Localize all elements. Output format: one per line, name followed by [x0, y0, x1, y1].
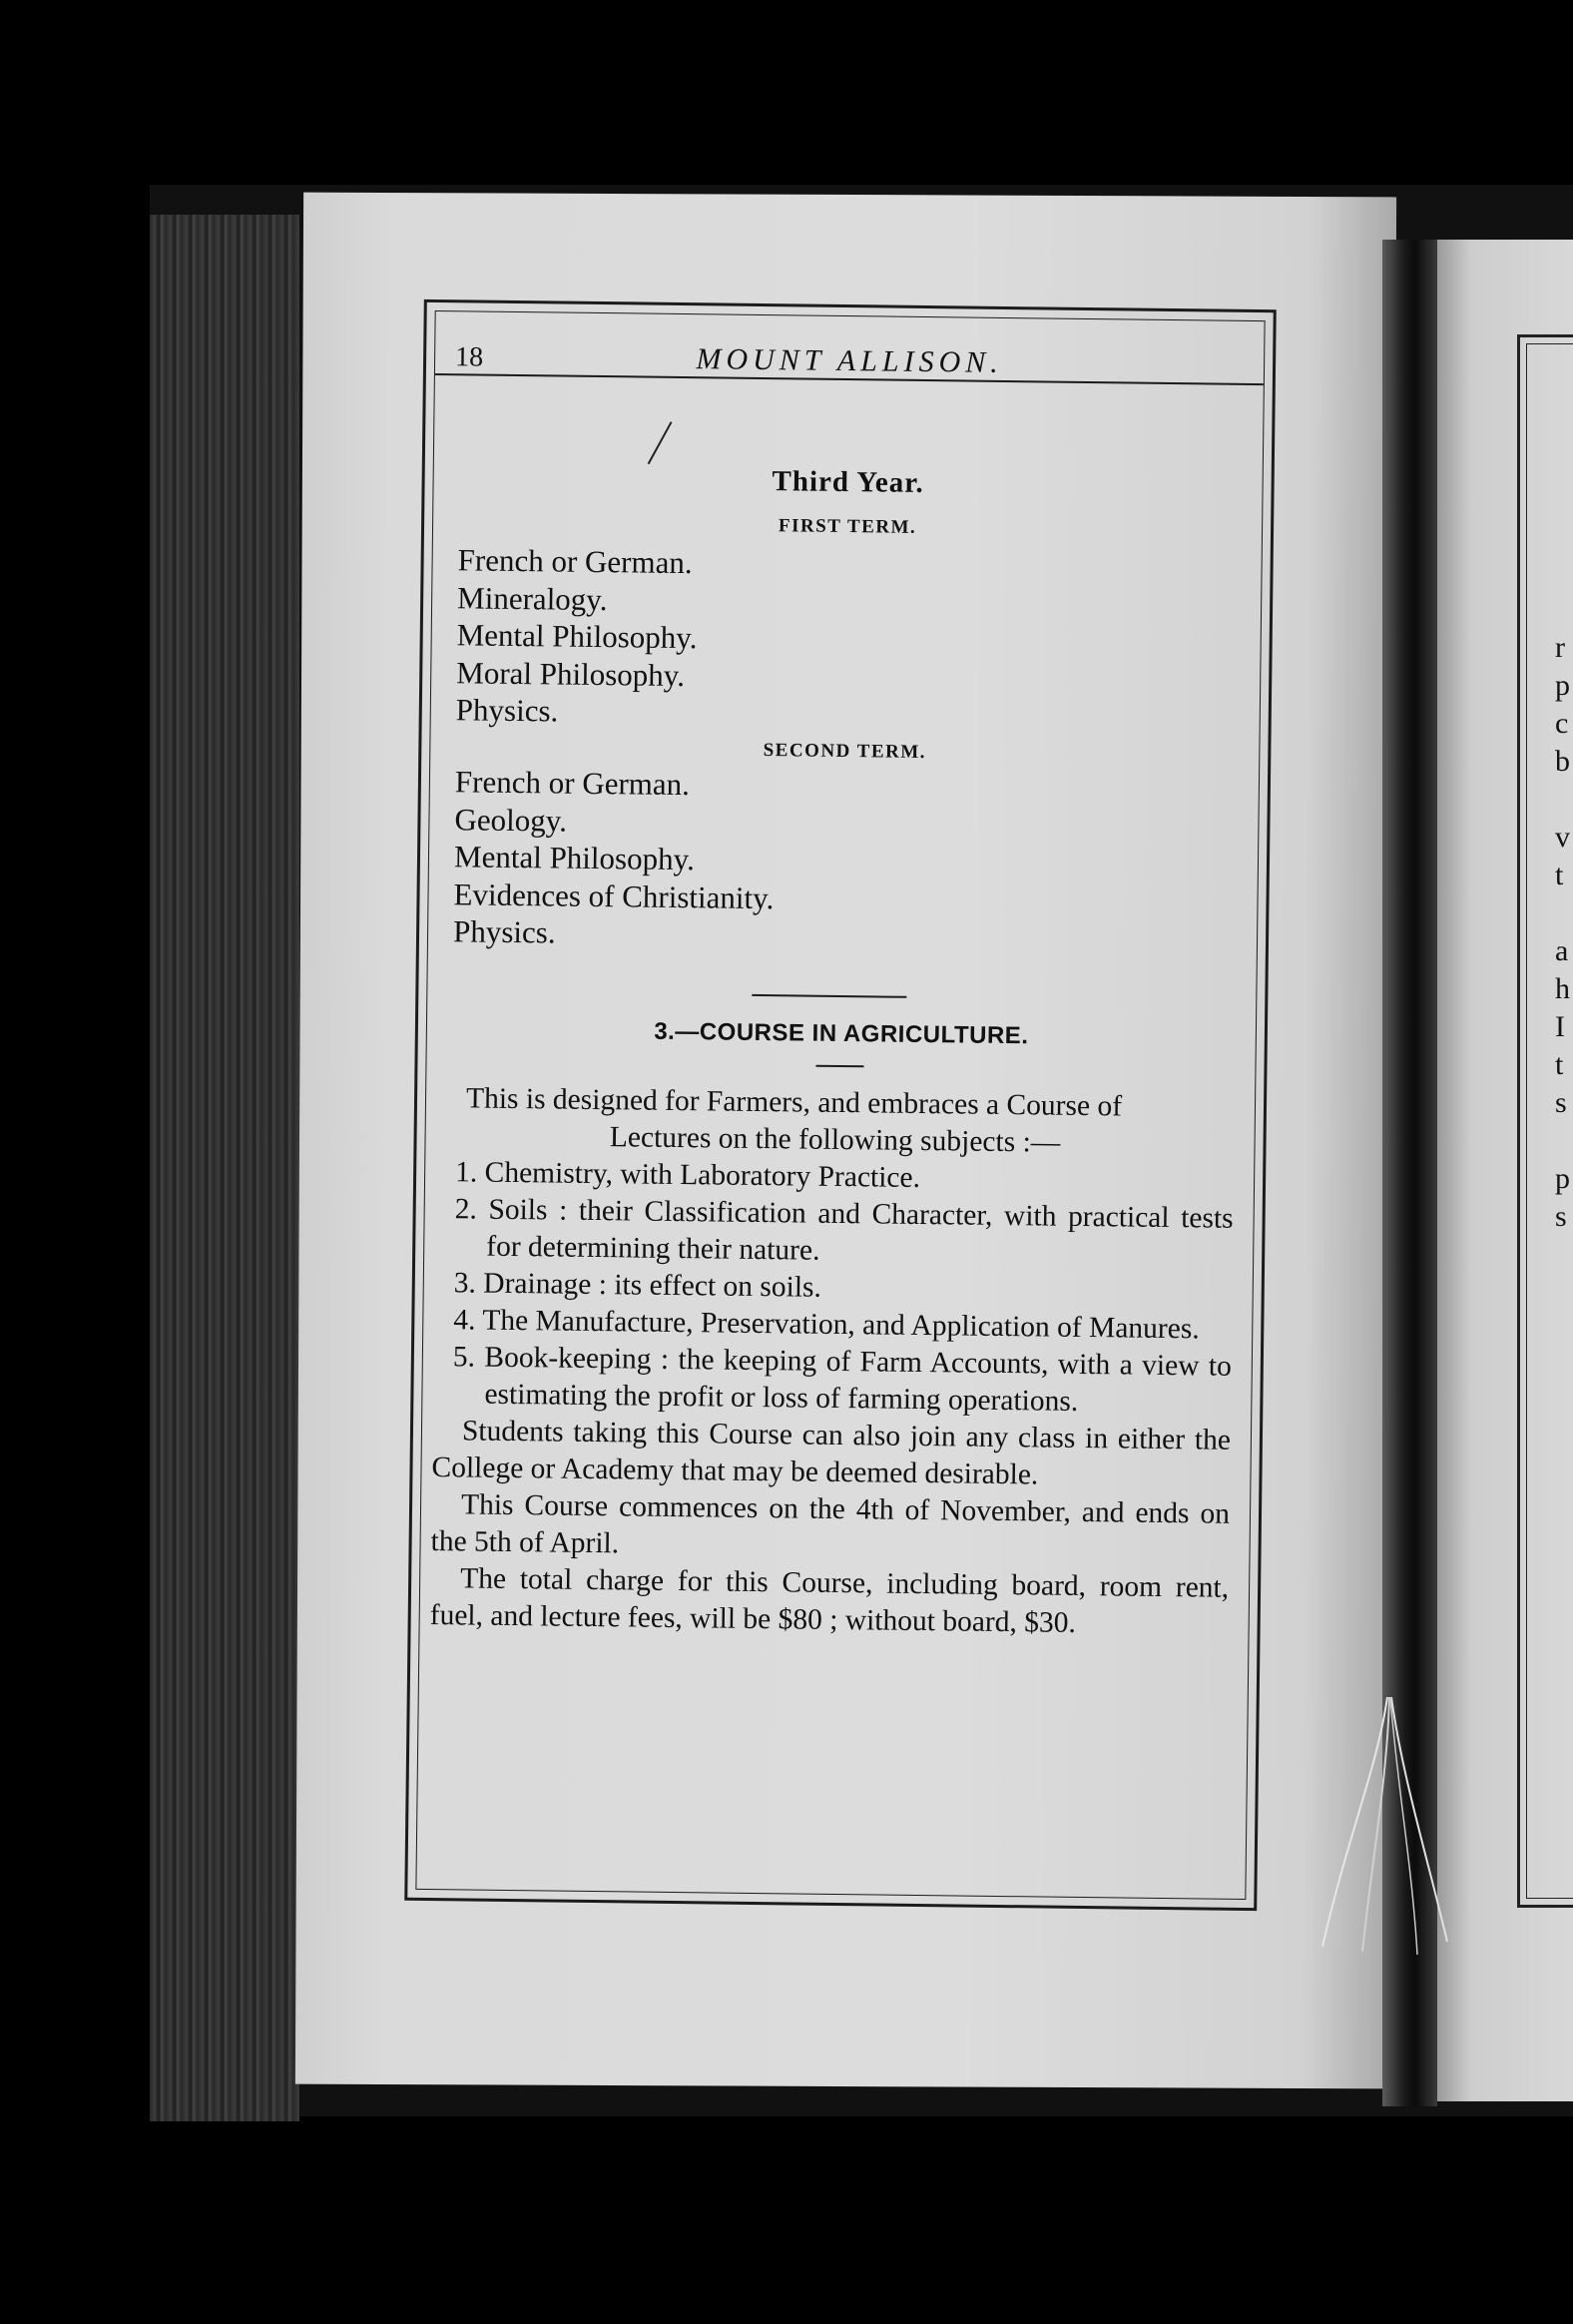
subject-item: Physics. — [455, 692, 559, 729]
subject-item: Mental Philosophy. — [456, 617, 698, 656]
facing-page-letter — [1555, 1122, 1573, 1160]
first-term-heading: FIRST TERM. — [778, 515, 917, 538]
third-year-heading: Third Year. — [772, 465, 924, 499]
facing-page-letter — [1555, 781, 1573, 819]
running-head: MOUNT ALLISON. — [696, 342, 1003, 379]
body-paragraph: Students taking this Course can also join any class in either the College or Academy that may be deemed desirable. — [431, 1415, 1232, 1491]
facing-page-letter — [1555, 894, 1573, 932]
subject-item: Mental Philosophy. — [453, 839, 696, 877]
subject-item: French or German. — [457, 542, 693, 581]
facing-page-letter: p — [1555, 1162, 1570, 1195]
facing-page-letter: t — [1555, 859, 1564, 891]
facing-page-fragments — [1555, 629, 1573, 1236]
section-divider — [752, 994, 906, 998]
agriculture-heading: 3.—COURSE IN AGRICULTURE. — [654, 1017, 1029, 1050]
list-item: 5. Book-keeping : the keeping of Farm Accounts, with a view to estimating the profit or loss of farming operations. — [452, 1341, 1233, 1418]
page-content — [416, 311, 1264, 1899]
list-item: 2. Soils : their Classification and Character, with practical tests for determining their nature. — [454, 1193, 1234, 1267]
subject-item: Evidences of Christianity. — [453, 875, 775, 915]
facing-page-letter: h — [1555, 972, 1570, 1005]
title-rule — [815, 1065, 863, 1068]
facing-page-letter: I — [1555, 1010, 1565, 1043]
facing-page-letter: b — [1555, 745, 1570, 778]
page-edges — [150, 215, 299, 2121]
page-number: 18 — [454, 341, 484, 373]
facing-page-letter: s — [1555, 1086, 1567, 1119]
facing-page-letter: s — [1555, 1200, 1567, 1233]
second-term-list — [453, 763, 776, 953]
subject-item: Mineralogy. — [456, 579, 608, 617]
facing-page-letter: r — [1555, 631, 1565, 664]
facing-page-letter: v — [1555, 821, 1570, 854]
binding-thread — [1317, 1697, 1457, 1957]
intro-line: Lectures on the following subjects :— — [609, 1121, 1061, 1159]
subject-item: Moral Philosophy. — [456, 654, 686, 693]
first-term-list — [456, 541, 699, 731]
subject-item: French or German. — [454, 764, 691, 803]
intro-line: This is designed for Farmers, and embraces a Course of — [465, 1082, 1123, 1123]
list-item: 3. Drainage : its effect on soils. — [453, 1267, 822, 1304]
facing-page-letter: t — [1555, 1048, 1564, 1081]
subject-item: Physics. — [452, 913, 556, 950]
page-frame — [404, 299, 1277, 1911]
body-paragraph: This Course commences on the 4th of November, and ends on the 5th of April. — [430, 1488, 1231, 1560]
list-item: 1. Chemistry, with Laboratory Practice. — [454, 1156, 921, 1194]
body-paragraph: The total charge for this Course, including board, room rent, fuel, and lecture fees, will be $80 ; without board, $30. — [429, 1562, 1230, 1639]
facing-page-letter: a — [1555, 934, 1569, 967]
facing-page-letter: p — [1555, 669, 1570, 702]
agriculture-body — [429, 1080, 1235, 1644]
subject-item: Geology. — [454, 801, 568, 839]
pencil-mark — [648, 421, 673, 464]
second-term-heading: SECOND TERM. — [763, 740, 927, 764]
facing-page-letter: c — [1555, 707, 1569, 740]
list-item: 4. The Manufacture, Preservation, and Application of Manures. — [453, 1304, 1200, 1346]
page-frame-inner — [415, 310, 1265, 1900]
